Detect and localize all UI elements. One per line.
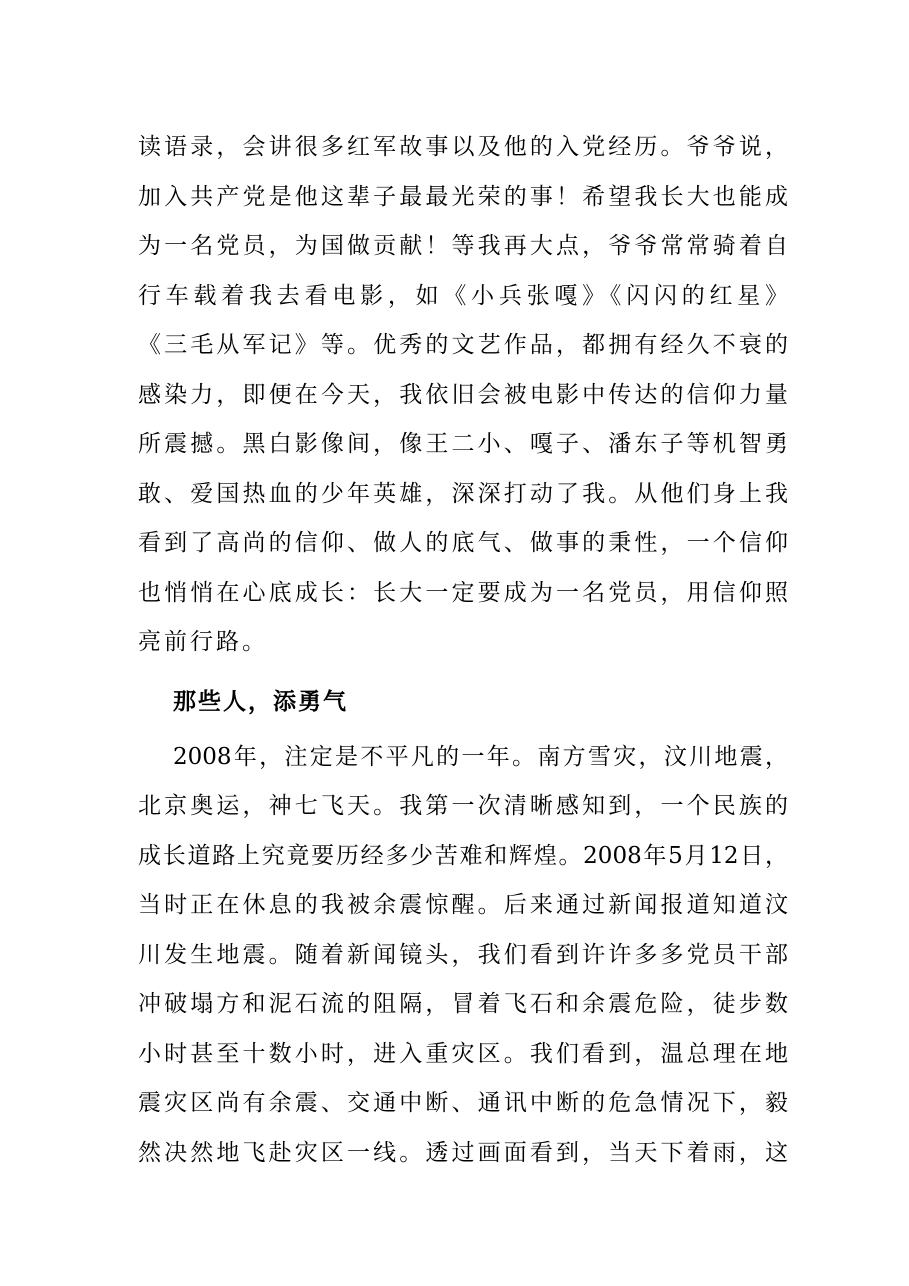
text-line: 然决然地飞赴灾区一线。透过画面看到，当天下着雨，这	[138, 1139, 788, 1166]
text-line: 成长道路上究竟要历经多少苦难和辉煌。2008年5月12日，	[138, 842, 788, 869]
section-heading: 那些人，添勇气	[173, 688, 348, 715]
text-line: 读语录，会讲很多红军故事以及他的入党经历。爷爷说，	[138, 134, 788, 160]
text-line: 北京奥运，神七飞天。我第一次清晰感知到，一个民族的	[138, 793, 788, 819]
text-line: 冲破塌方和泥石流的阻隔，冒着飞石和余震危险，徒步数	[138, 991, 788, 1017]
text-line: 亮前行路。	[138, 629, 268, 655]
document-body	[138, 123, 788, 1178]
paragraph-2008	[138, 733, 788, 1179]
text-line: 看到了高尚的信仰、做人的底气、做事的秉性，一个信仰	[138, 530, 788, 556]
paragraph-memories	[138, 123, 788, 668]
text-line: 加入共产党是他这辈子最最光荣的事！希望我长大也能成	[138, 183, 788, 210]
text-line: 所震撼。黑白影像间，像王二小、嘎子、潘东子等机智勇	[138, 431, 788, 457]
text-line: 2008年，注定是不平凡的一年。南方雪灾，汶川地震，	[173, 743, 788, 770]
text-line: 小时甚至十数小时，进入重灾区。我们看到，温总理在地	[138, 1040, 788, 1067]
text-line: 敢、爱国热血的少年英雄，深深打动了我。从他们身上我	[138, 480, 788, 507]
text-line: 行车载着我去看电影，如《小兵张嘎》《闪闪的红星》	[138, 282, 788, 309]
text-line: 感染力，即便在今天，我依旧会被电影中传达的信仰力量	[138, 381, 788, 408]
text-line: 为一名党员，为国做贡献！等我再大点，爷爷常常骑着自	[138, 233, 788, 259]
text-line: 当时正在休息的我被余震惊醒。后来通过新闻报道知道汶	[138, 892, 788, 918]
text-line: 川发生地震。随着新闻镜头，我们看到许许多多党员干部	[138, 941, 788, 968]
text-line: 也悄悄在心底成长：长大一定要成为一名党员，用信仰照	[138, 579, 788, 606]
text-line: 《三毛从军记》等。优秀的文艺作品，都拥有经久不衰的	[138, 332, 788, 358]
text-line: 震灾区尚有余震、交通中断、通讯中断的危急情况下，毅	[138, 1090, 788, 1116]
